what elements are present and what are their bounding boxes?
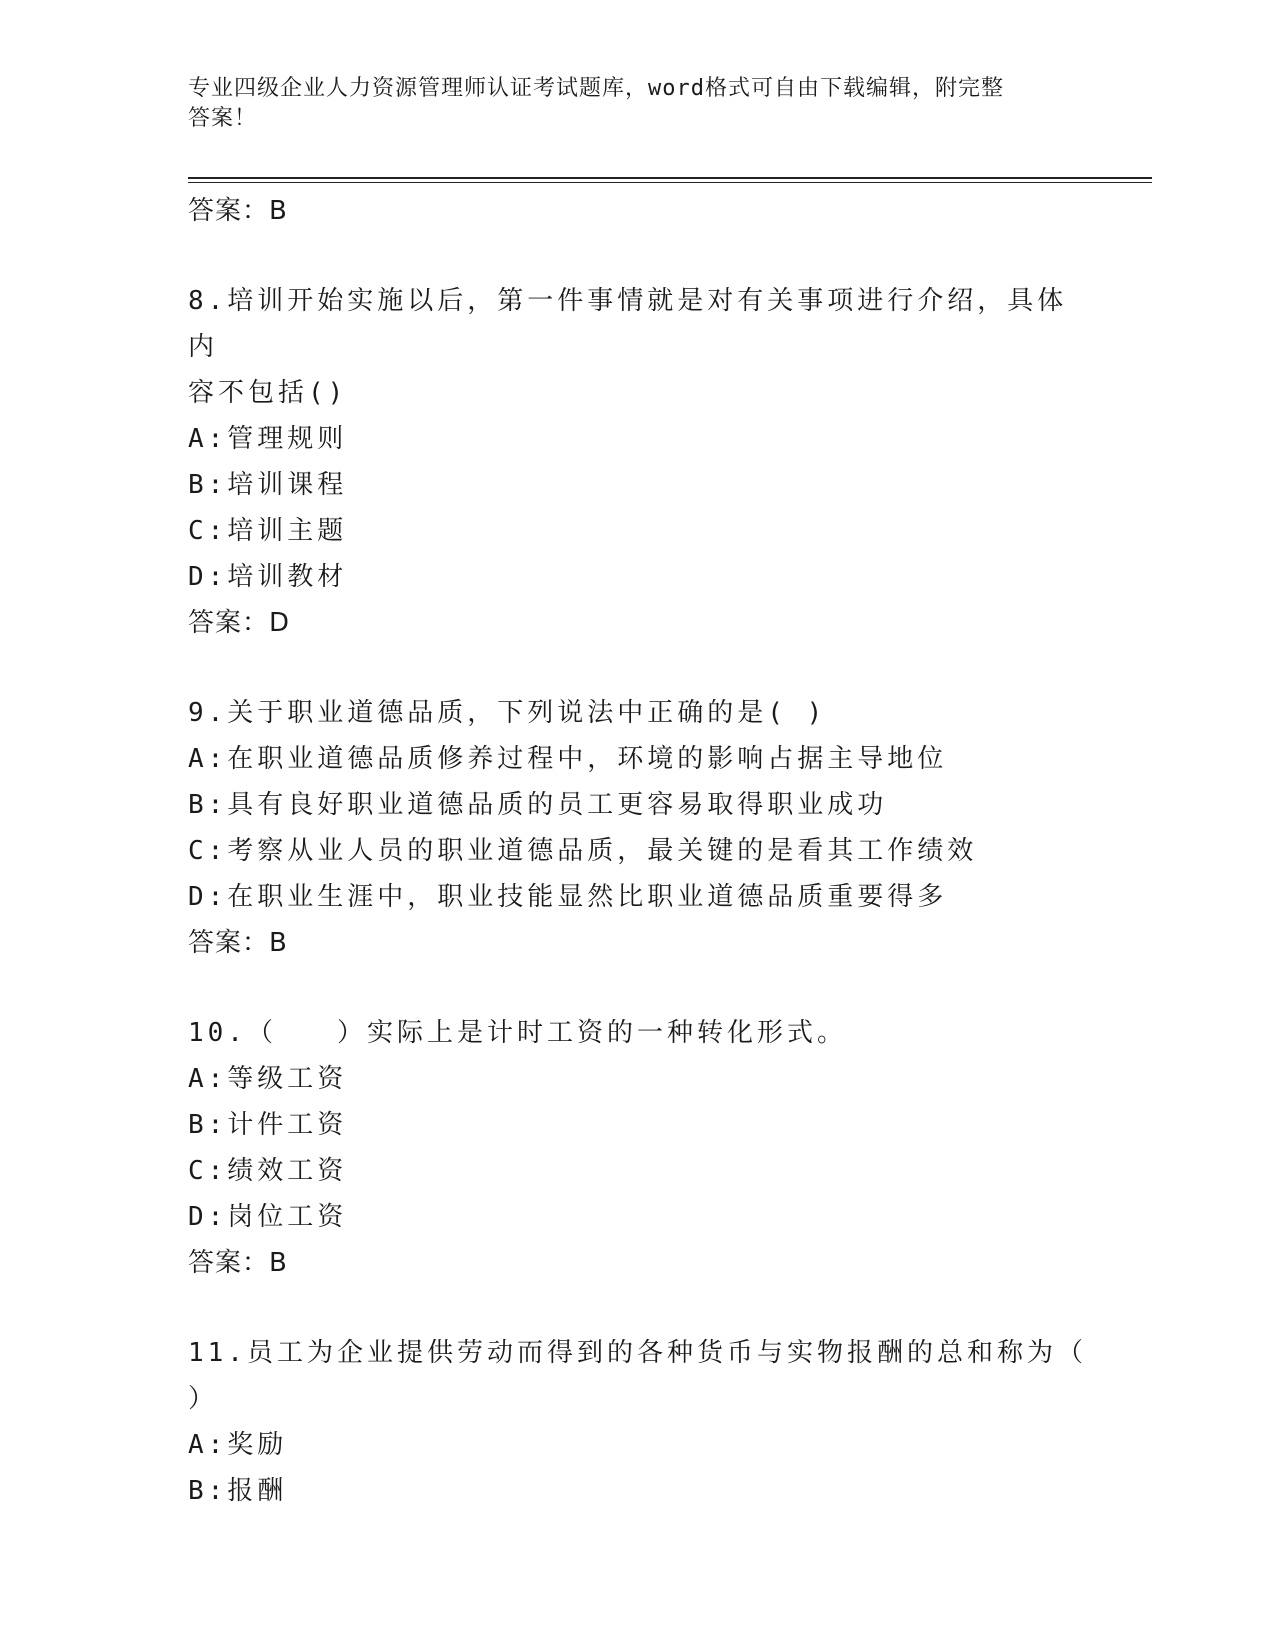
header-line-1: 专业四级企业人力资源管理师认证考试题库，word格式可自由下载编辑，附完整 bbox=[188, 76, 1004, 101]
option-c: C:绩效工资 bbox=[188, 1156, 348, 1186]
option-d: D:培训教材 bbox=[188, 562, 348, 592]
question-stem: 10.（ ）实际上是计时工资的一种转化形式。 bbox=[188, 1018, 847, 1048]
document-content bbox=[188, 188, 1088, 1514]
answer: 答案：B bbox=[188, 1248, 288, 1278]
header-divider-thin bbox=[188, 182, 1152, 183]
question-9 bbox=[188, 690, 1088, 966]
option-b: B:报酬 bbox=[188, 1476, 288, 1506]
previous-answer: 答案：B bbox=[188, 196, 288, 226]
option-c: C:培训主题 bbox=[188, 516, 348, 546]
option-a: A:奖励 bbox=[188, 1430, 288, 1460]
option-b: B:具有良好职业道德品质的员工更容易取得职业成功 bbox=[188, 790, 888, 820]
question-stem: 11.员工为企业提供劳动而得到的各种货币与实物报酬的总和称为（ bbox=[188, 1338, 1087, 1368]
question-10 bbox=[188, 1010, 1088, 1286]
option-a: A:管理规则 bbox=[188, 424, 348, 454]
option-d: D:岗位工资 bbox=[188, 1202, 348, 1232]
question-8 bbox=[188, 278, 1088, 646]
question-stem: 9.关于职业道德品质，下列说法中正确的是( ) bbox=[188, 698, 827, 728]
header-divider-thick bbox=[188, 177, 1152, 179]
option-b: B:计件工资 bbox=[188, 1110, 348, 1140]
document-header bbox=[188, 74, 1068, 134]
question-stem: 8.培训开始实施以后，第一件事情就是对有关事项进行介绍，具体内 bbox=[188, 286, 1068, 362]
question-11 bbox=[188, 1330, 1088, 1514]
option-d: D:在职业生涯中，职业技能显然比职业道德品质重要得多 bbox=[188, 882, 948, 912]
option-a: A:等级工资 bbox=[188, 1064, 348, 1094]
answer: 答案：B bbox=[188, 928, 288, 958]
question-stem-continued: ） bbox=[188, 1384, 219, 1414]
option-c: C:考察从业人员的职业道德品质，最关键的是看其工作绩效 bbox=[188, 836, 978, 866]
answer: 答案：D bbox=[188, 608, 291, 638]
header-line-2: 答案！ bbox=[188, 106, 258, 131]
option-a: A:在职业道德品质修养过程中，环境的影响占据主导地位 bbox=[188, 744, 948, 774]
question-stem-continued: 容不包括() bbox=[188, 378, 348, 408]
option-b: B:培训课程 bbox=[188, 470, 348, 500]
